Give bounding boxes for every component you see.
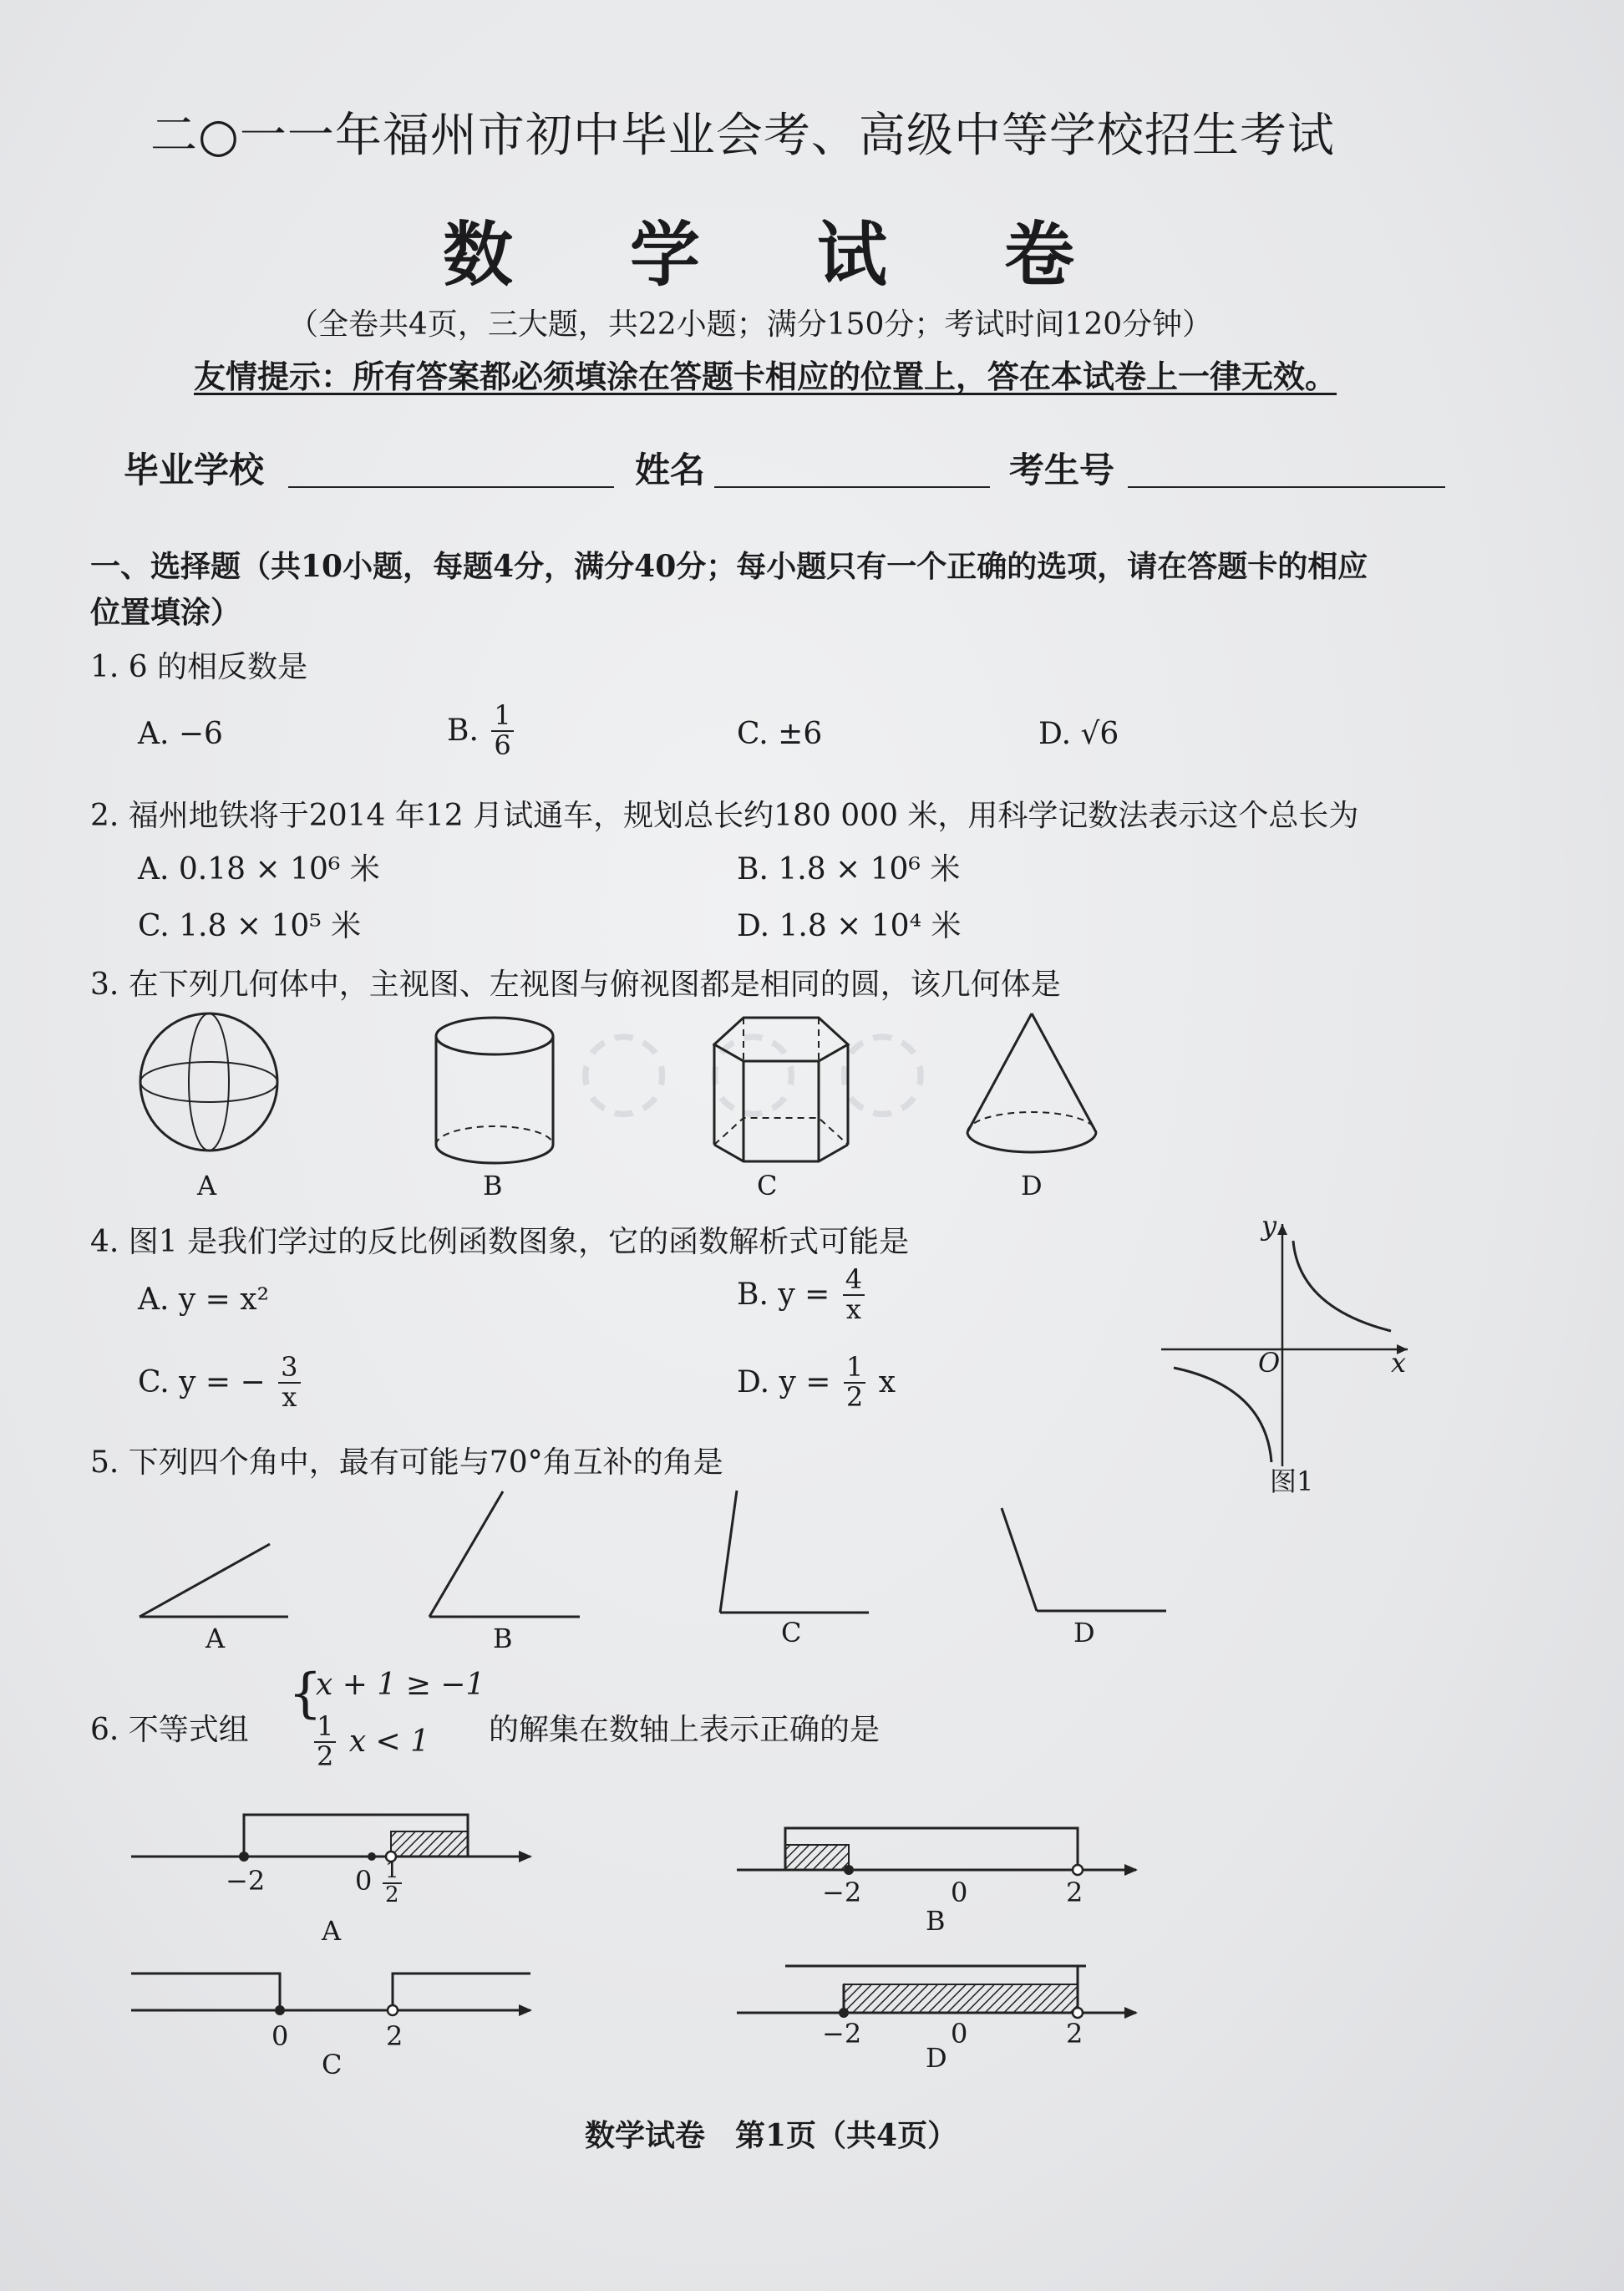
q4-c-numerator: 3: [278, 1354, 300, 1384]
q5-label-b: B: [493, 1623, 513, 1654]
subject-title: 数学试卷: [443, 213, 1192, 296]
q3-label-d: D: [1021, 1170, 1043, 1201]
q6-stem-suffix: 的解集在数轴上表示正确的是: [489, 1713, 881, 1747]
q6-numberline-a: [129, 1805, 547, 1908]
q1-b-label: B.: [447, 714, 479, 749]
q6-ineq2-numerator: 1: [314, 1713, 336, 1743]
q5-stem: 5. 下列四个角中，最有可能与70°角互补的角是: [90, 1445, 723, 1480]
cone-figure: [961, 1007, 1103, 1166]
q1-b-denominator: 6: [494, 729, 511, 761]
exam-no-label: 考生号: [1009, 450, 1115, 490]
q6-a-half-den: 2: [385, 1882, 399, 1908]
q6-b-tick-0: 0: [951, 1877, 968, 1908]
q6-b-tick-neg2: −2: [822, 1877, 862, 1908]
q1-d-label: D.: [1038, 717, 1072, 751]
q6-a-half-fraction: [383, 1860, 402, 1907]
friendly-tip: 友情提示：所有答案都必须填涂在答题卡相应的位置上，答在本试卷上一律无效。: [194, 358, 1337, 395]
q6-numberline-c: [129, 1963, 547, 2047]
q6-label-b: B: [926, 1905, 946, 1937]
figure1-x-axis-label: x: [1391, 1347, 1407, 1379]
q4-b-fraction: [843, 1263, 865, 1325]
q6-inequality-2: [311, 1710, 430, 1772]
q6-ineq2-denominator: 2: [317, 1740, 334, 1772]
figure1-caption: 图1: [1270, 1466, 1314, 1497]
q4-b-denominator: x: [845, 1293, 861, 1325]
q4-option-c: [138, 1351, 304, 1413]
q6-d-tick-0: 0: [951, 2018, 968, 2050]
q1-b-fraction: [491, 699, 513, 761]
q1-option-a: A. −6: [138, 717, 223, 751]
q5-angle-d: [999, 1504, 1183, 1621]
q1-option-c: C. ±6: [737, 717, 823, 751]
q1-option-b: [447, 699, 517, 761]
q4-option-a: A. y = x²: [138, 1283, 270, 1317]
q5-angle-c: [718, 1487, 886, 1621]
school-label: 毕业学校: [124, 450, 265, 490]
q2-option-d: D. 1.8 × 10⁴ 米: [737, 909, 962, 943]
exam-title: 二○一一年福州市初中毕业会考、高级中等学校招生考试: [150, 109, 1335, 163]
q1-stem: 1. 6 的相反数是: [90, 650, 308, 684]
q6-a-half-num: 1: [383, 1860, 402, 1884]
q6-label-a: A: [322, 1915, 342, 1947]
q4-d-fraction: [844, 1351, 865, 1413]
q4-c-prefix: C. y = −: [138, 1365, 266, 1400]
sphere-figure: [129, 1011, 288, 1161]
q6-ineq2-fraction: [314, 1710, 336, 1772]
q5-label-c: C: [781, 1617, 802, 1648]
q6-label-d: D: [926, 2042, 947, 2074]
q4-stem: 4. 图1 是我们学过的反比例函数图象，它的函数解析式可能是: [90, 1225, 910, 1259]
q2-option-a: A. 0.18 × 10⁶ 米: [138, 852, 380, 886]
q4-d-denominator: 2: [845, 1380, 864, 1413]
q2-option-b: B. 1.8 × 10⁶ 米: [737, 852, 961, 886]
name-blank[interactable]: [714, 486, 990, 488]
q4-d-suffix: x: [878, 1365, 896, 1400]
q1-b-numerator: 1: [491, 702, 513, 732]
exam-no-blank[interactable]: [1128, 486, 1445, 488]
q4-option-d: [737, 1351, 896, 1413]
q2-option-c: C. 1.8 × 10⁵ 米: [138, 909, 362, 943]
q4-d-prefix: D. y =: [737, 1365, 831, 1400]
q6-numberline-d: [735, 1959, 1153, 2043]
figure1-origin-label: O: [1258, 1347, 1281, 1379]
q1-option-d: [1038, 717, 1119, 751]
q4-b-prefix: B. y =: [737, 1278, 830, 1313]
q3-label-c: C: [757, 1170, 778, 1201]
figure1-hyperbola: [1153, 1216, 1420, 1483]
q5-angle-a: [138, 1537, 305, 1621]
watermark-decoration: ◌ ◌ ◌: [576, 1003, 930, 1130]
q6-a-tick-half: [379, 1860, 405, 1907]
q6-d-tick-2: 2: [1066, 2018, 1084, 2050]
exam-info: （全卷共4页，三大题，共22小题；满分150分；考试时间120分钟）: [288, 307, 1213, 342]
q6-inequality-1: x + 1 ≥ −1: [316, 1668, 485, 1702]
q6-d-tick-neg2: −2: [822, 2018, 862, 2050]
q6-a-tick-0: 0: [355, 1865, 373, 1897]
page-footer: 数学试卷 第1页（共4页）: [585, 2118, 958, 2153]
school-blank[interactable]: [288, 486, 614, 488]
hexagonal-prism-figure: [706, 1011, 856, 1170]
q6-brace: {: [288, 1663, 322, 1725]
q6-stem-prefix: 6. 不等式组: [90, 1713, 249, 1747]
q2-stem: 2. 福州地铁将于2014 年12 月试通车，规划总长约180 000 米，用科学记数法表示这个总长为: [90, 799, 1359, 833]
q6-label-c: C: [322, 2049, 343, 2080]
q3-label-b: B: [483, 1170, 503, 1201]
q4-option-b: [737, 1263, 868, 1325]
q6-b-tick-2: 2: [1066, 1877, 1084, 1908]
q5-label-a: A: [206, 1623, 226, 1654]
figure1-y-axis-label: y: [1261, 1210, 1277, 1242]
q6-c-tick-2: 2: [386, 2020, 403, 2052]
q3-label-a: A: [197, 1170, 217, 1201]
q4-c-fraction: [278, 1351, 300, 1413]
section1-heading: 一、选择题（共10小题，每题4分，满分40分；每小题只有一个正确的选项，请在答题卡的相应: [90, 549, 1368, 584]
section1-heading-cont: 位置填涂）: [90, 595, 241, 630]
q3-stem: 3. 在下列几何体中，主视图、左视图与俯视图都是相同的圆，该几何体是: [90, 968, 1061, 1002]
q6-a-tick-neg2: −2: [226, 1865, 266, 1897]
q5-label-d: D: [1073, 1617, 1095, 1648]
q1-d-sqrt: √6: [1080, 717, 1119, 751]
q6-numberline-b: [735, 1805, 1153, 1905]
q5-angle-b: [428, 1487, 595, 1621]
q4-b-numerator: 4: [843, 1266, 865, 1296]
name-label: 姓名: [635, 450, 706, 490]
q6-ineq2-rest: x < 1: [348, 1725, 430, 1760]
q4-d-numerator: 1: [844, 1354, 865, 1384]
q4-c-denominator: x: [282, 1380, 297, 1413]
cylinder-figure: [428, 1011, 561, 1170]
q6-c-tick-0: 0: [272, 2020, 289, 2052]
